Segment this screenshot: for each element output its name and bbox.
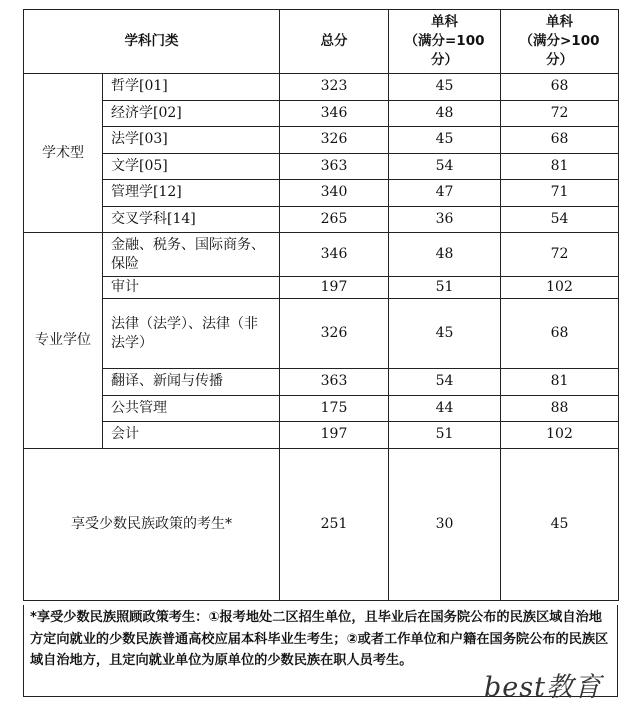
single-over-100-score: 81: [501, 153, 619, 180]
total-score: 251: [280, 448, 389, 600]
single-over-100-score: 81: [501, 369, 619, 396]
total-score: 197: [280, 422, 389, 449]
subject-name: 法律（法学）、法律（非法学）: [103, 299, 280, 369]
subject-name: 交叉学科[14]: [103, 206, 280, 233]
subject-name: 公共管理: [103, 395, 280, 422]
total-score: 363: [280, 153, 389, 180]
header-row: [24, 10, 619, 74]
table-row: [24, 395, 619, 422]
single-over-100-score: 102: [501, 422, 619, 449]
minority-label: 享受少数民族政策的考生*: [24, 448, 280, 600]
subject-name: 法学[03]: [103, 127, 280, 154]
subject-name: 审计: [103, 277, 280, 299]
single-100-score: 54: [389, 369, 501, 396]
total-score: 340: [280, 180, 389, 207]
table-row: [24, 100, 619, 127]
total-score: 175: [280, 395, 389, 422]
table-row: [24, 299, 619, 369]
single-over-100-score: 68: [501, 299, 619, 369]
group-professional: 专业学位: [24, 233, 103, 449]
subject-name: 金融、税务、国际商务、保险: [103, 233, 280, 277]
table-row: [24, 233, 619, 277]
single-100-score: 45: [389, 127, 501, 154]
single-over-100-score: 72: [501, 233, 619, 277]
table-row: [24, 153, 619, 180]
header-single-100: 单科 （满分=100 分）: [389, 10, 501, 74]
score-table: [23, 9, 619, 601]
table-row: [24, 74, 619, 101]
table-row: [24, 277, 619, 299]
single-100-score: 51: [389, 277, 501, 299]
watermark: best教育: [484, 672, 602, 703]
single-100-score: 51: [389, 422, 501, 449]
single-100-score: 54: [389, 153, 501, 180]
subject-name: 会计: [103, 422, 280, 449]
table-row: [24, 369, 619, 396]
single-over-100-score: 88: [501, 395, 619, 422]
single-over-100-score: 72: [501, 100, 619, 127]
subject-name: 文学[05]: [103, 153, 280, 180]
footnote: *享受少数民族照顾政策考生：①报考地处二区招生单位，且毕业后在国务院公布的民族区域自治地方定向就业的少数民族普通高校应届本科毕业生考生；②或者工作单位和户籍在国务院公布的民族区域自治地方，且定向就业单位为原单位的少数民族在职人员考生。: [23, 605, 618, 697]
single-100-score: 36: [389, 206, 501, 233]
subject-name: 哲学[01]: [103, 74, 280, 101]
single-over-100-score: 45: [501, 448, 619, 600]
header-category: 学科门类: [24, 10, 280, 74]
single-100-score: 30: [389, 448, 501, 600]
table-row: [24, 206, 619, 233]
table-row: [24, 422, 619, 449]
total-score: 326: [280, 127, 389, 154]
header-single-over-100: 单科 （满分>100 分）: [501, 10, 619, 74]
total-score: 265: [280, 206, 389, 233]
total-score: 346: [280, 233, 389, 277]
single-100-score: 44: [389, 395, 501, 422]
single-100-score: 47: [389, 180, 501, 207]
header-total: 总分: [280, 10, 389, 74]
single-over-100-score: 102: [501, 277, 619, 299]
minority-row: [24, 448, 619, 600]
total-score: 363: [280, 369, 389, 396]
subject-name: 翻译、新闻与传播: [103, 369, 280, 396]
table-row: [24, 180, 619, 207]
subject-name: 管理学[12]: [103, 180, 280, 207]
total-score: 326: [280, 299, 389, 369]
single-100-score: 48: [389, 233, 501, 277]
total-score: 346: [280, 100, 389, 127]
table-row: [24, 127, 619, 154]
single-100-score: 45: [389, 74, 501, 101]
single-over-100-score: 68: [501, 74, 619, 101]
group-academic: 学术型: [24, 74, 103, 233]
single-over-100-score: 68: [501, 127, 619, 154]
single-over-100-score: 71: [501, 180, 619, 207]
total-score: 323: [280, 74, 389, 101]
single-100-score: 45: [389, 299, 501, 369]
subject-name: 经济学[02]: [103, 100, 280, 127]
single-over-100-score: 54: [501, 206, 619, 233]
total-score: 197: [280, 277, 389, 299]
single-100-score: 48: [389, 100, 501, 127]
